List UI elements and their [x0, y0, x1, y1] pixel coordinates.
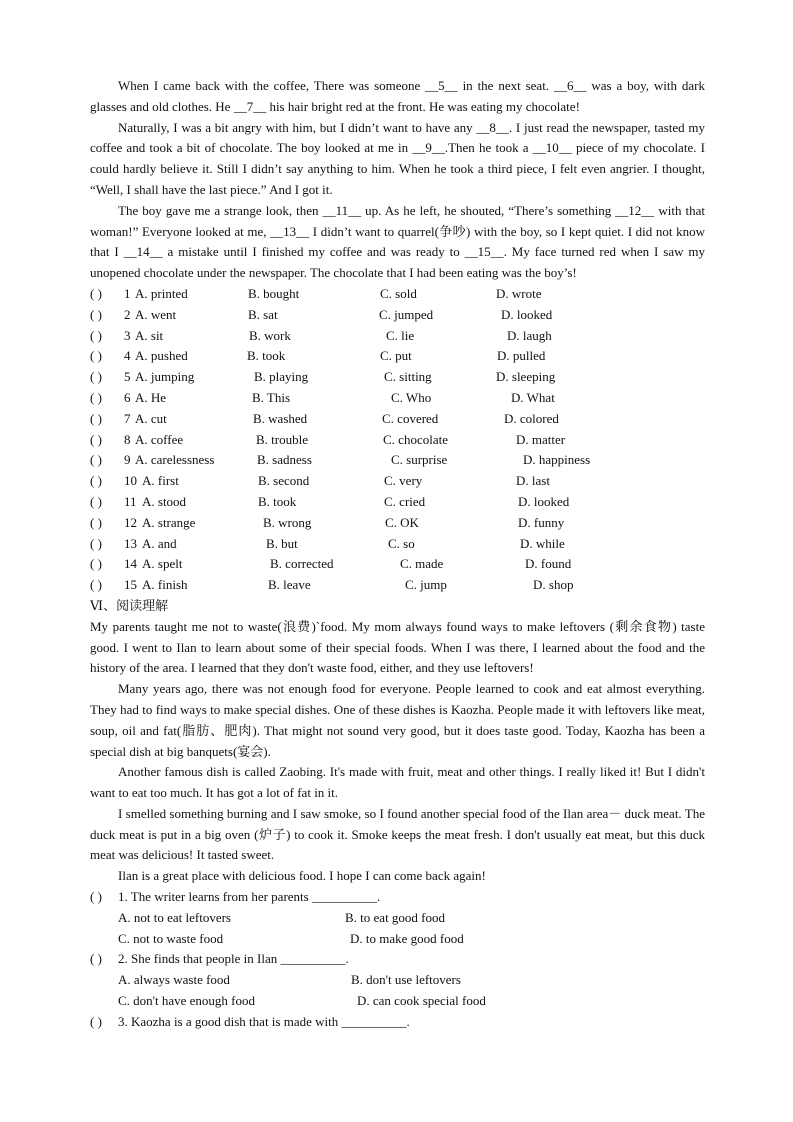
reading-paragraph: I smelled something burning and I saw smoke, so I found another special food of the Ilan area－ duck meat. The duck meat is put in a big oven (炉子) to cook it. Smoke keeps the meat fresh. I don't usually eat meat, but this duck meat was delicious! It tasted sweet.	[90, 805, 705, 863]
answer-bracket[interactable]: ( )	[90, 514, 102, 530]
question-number: 7	[124, 410, 131, 426]
question-number: 4	[124, 348, 131, 364]
cloze-question-row	[90, 575, 705, 596]
option-b: B. second	[258, 473, 310, 489]
option-d: D. funny	[518, 514, 565, 530]
option-a: A. carelessness	[135, 452, 215, 468]
option-a: A. went	[135, 306, 177, 322]
cloze-question-row	[90, 346, 705, 367]
reading-passage	[90, 617, 705, 887]
option-b: B. corrected	[270, 556, 334, 572]
option-d: D. What	[511, 389, 555, 405]
option-a: A. finish	[142, 577, 188, 593]
reading-paragraph: Many years ago, there was not enough food for everyone. People learned to cook and eat almost everything. They had to find ways to make special dishes. One of these dishes is Kaozha. People made it with leftovers like meat, soup, oil and fat(脂肪、肥肉). That might not sound very good, but it does taste good. Today, Kaozha has been a special dish at big banquets(宴会).	[90, 681, 705, 759]
answer-bracket[interactable]: ( )	[90, 327, 102, 343]
answer-bracket[interactable]: ( )	[90, 285, 102, 301]
answer-bracket[interactable]: ( )	[90, 493, 102, 509]
question-number: 11	[124, 493, 137, 509]
option-b: B. wrong	[263, 514, 312, 530]
option-b: B. playing	[254, 369, 309, 385]
answer-bracket[interactable]: ( )	[90, 389, 102, 405]
reading-option-row	[90, 929, 705, 950]
option-a: A. stood	[142, 493, 187, 509]
option-c: C. made	[400, 556, 444, 572]
question-number: 1	[124, 285, 131, 301]
option-c: C. very	[384, 473, 423, 489]
option-a: A. pushed	[135, 348, 188, 364]
option-d: D. can cook special food	[357, 993, 486, 1009]
reading-question	[90, 887, 705, 908]
question-number: 10	[124, 473, 137, 489]
option-c: C. jump	[405, 577, 447, 593]
option-a: A. jumping	[135, 369, 195, 385]
cloze-question-row	[90, 388, 705, 409]
cloze-question-row	[90, 409, 705, 430]
option-b: B. trouble	[256, 431, 308, 447]
cloze-passage	[90, 76, 705, 284]
cloze-question-row	[90, 450, 705, 471]
option-d: D. looked	[518, 493, 570, 509]
option-d: D. found	[525, 556, 572, 572]
option-b: B. work	[249, 327, 291, 343]
option-a: A. strange	[142, 514, 196, 530]
option-a: A. printed	[135, 285, 188, 301]
option-c: C. don't have enough food	[118, 993, 256, 1009]
option-b: B. leave	[268, 577, 311, 593]
question-number: 9	[124, 452, 131, 468]
option-c: C. cried	[384, 493, 426, 509]
question-number: 14	[124, 556, 137, 572]
cloze-paragraph: Naturally, I was a bit angry with him, but I didn’t want to have any __8__. I just read the newspaper, tasted my coffee and took a bit of chocolate. The boy looked at me in __9__.Then he took a __10__ piece of my chocolate. I could hardly believe it. Still I didn’t say anything to him. When he took a third piece, I felt even angrier. I thought, “Well, I shall have the last piece.” And I got it.	[90, 119, 705, 197]
reading-option-row	[90, 970, 705, 991]
option-d: D. to make good food	[350, 930, 464, 946]
question-stem: 1. The writer learns from her parents __________.	[118, 889, 381, 905]
answer-bracket[interactable]: ( )	[90, 473, 102, 489]
option-d: D. looked	[501, 306, 553, 322]
option-a: A. and	[142, 535, 177, 551]
option-c: C. Who	[391, 389, 432, 405]
option-c: C. sitting	[384, 369, 432, 385]
option-c: C. put	[380, 348, 412, 364]
option-d: D. sleeping	[496, 369, 556, 385]
option-b: B. sat	[248, 306, 278, 322]
reading-paragraph: My parents taught me not to waste(浪费)`food. My mom always found ways to make leftovers (剩余食物) taste good. I went to Ilan to learn about some of their special foods. When I was there, I learned about the food and the history of the area. I learned that they don't waste food, either, and they use leftovers!	[90, 618, 705, 676]
reading-question	[90, 949, 705, 970]
option-d: D. happiness	[523, 452, 591, 468]
question-number: 6	[124, 389, 131, 405]
reading-paragraph: Ilan is a great place with delicious food. I hope I can come back again!	[118, 868, 486, 884]
cloze-paragraph: When I came back with the coffee, There was someone __5__ in the next seat. __6__ was a boy, with dark glasses and old clothes. He __7__ his hair bright red at the front. He was eating my chocolate!	[90, 78, 705, 114]
answer-bracket[interactable]: ( )	[90, 431, 102, 447]
reading-paragraph: Another famous dish is called Zaobing. It's made with fruit, meat and other things. I really liked it! But I didn't want to eat too much. It has got a lot of fat in it.	[90, 764, 705, 801]
option-a: A. sit	[135, 327, 164, 343]
cloze-question-row	[90, 554, 705, 575]
option-b: B. took	[258, 493, 297, 509]
section-heading-reading: Ⅵ、阅读理解	[90, 597, 169, 613]
option-c: C. lie	[386, 327, 415, 343]
option-a: A. He	[135, 389, 167, 405]
option-b: B. to eat good food	[345, 909, 446, 925]
option-b: B. but	[266, 535, 298, 551]
question-number: 15	[124, 577, 137, 593]
answer-bracket[interactable]: ( )	[90, 951, 102, 967]
cloze-paragraph: The boy gave me a strange look, then __11__ up. As he left, he shouted, “There’s something __12__ with that woman!” Everyone looked at me, __13__ I didn’t want to quarrel(争吵) with the boy, so I kept quiet. I did not know that I __14__ a mistake until I finished my coffee and was ready to __15__. My face turned red when I saw my unopened chocolate under the newspaper. The chocolate that I had been eating was the boy’s!	[90, 202, 705, 281]
question-number: 3	[124, 327, 131, 343]
option-c: C. covered	[382, 410, 439, 426]
option-c: C. OK	[385, 514, 419, 530]
option-d: D. laugh	[507, 327, 552, 343]
cloze-question-row	[90, 305, 705, 326]
cloze-question-row	[90, 471, 705, 492]
option-d: D. last	[516, 473, 550, 489]
question-number: 12	[124, 514, 137, 530]
cloze-question-row	[90, 367, 705, 388]
reading-question	[90, 1012, 705, 1033]
reading-question-list	[90, 887, 705, 1033]
option-d: D. wrote	[496, 285, 542, 301]
option-d: D. while	[520, 535, 565, 551]
option-d: D. shop	[533, 577, 574, 593]
answer-bracket[interactable]: ( )	[90, 410, 102, 426]
cloze-question-row	[90, 284, 705, 305]
answer-bracket[interactable]: ( )	[90, 889, 102, 905]
option-b: B. This	[252, 389, 291, 405]
option-b: B. sadness	[257, 452, 312, 468]
question-number: 2	[124, 306, 131, 322]
option-d: D. matter	[516, 431, 566, 447]
option-c: C. not to waste food	[118, 930, 224, 946]
question-stem: 2. She finds that people in Ilan __________.	[118, 951, 349, 967]
option-c: C. jumped	[379, 306, 434, 322]
cloze-question-row	[90, 534, 705, 555]
cloze-question-row	[90, 430, 705, 451]
cloze-question-row	[90, 492, 705, 513]
option-b: B. took	[247, 348, 286, 364]
worksheet-page	[90, 76, 705, 1033]
option-b: B. washed	[253, 410, 308, 426]
option-d: D. pulled	[497, 348, 546, 364]
option-a: A. not to eat leftovers	[118, 909, 231, 925]
answer-bracket[interactable]: ( )	[90, 348, 102, 364]
answer-bracket[interactable]: ( )	[90, 1013, 102, 1029]
cloze-question-list	[90, 284, 705, 596]
option-c: C. surprise	[391, 452, 448, 468]
answer-bracket[interactable]: ( )	[90, 577, 102, 593]
question-number: 8	[124, 431, 131, 447]
question-number: 13	[124, 535, 137, 551]
answer-bracket[interactable]: ( )	[90, 369, 102, 385]
option-c: C. so	[388, 535, 415, 551]
question-number: 5	[124, 369, 131, 385]
reading-option-row	[90, 908, 705, 929]
option-b: B. bought	[248, 285, 300, 301]
reading-option-row	[90, 991, 705, 1012]
answer-bracket[interactable]: ( )	[90, 535, 102, 551]
option-a: A. first	[142, 473, 179, 489]
answer-bracket[interactable]: ( )	[90, 306, 102, 322]
cloze-question-row	[90, 326, 705, 347]
option-a: A. always waste food	[118, 972, 230, 988]
answer-bracket[interactable]: ( )	[90, 452, 102, 468]
cloze-question-row	[90, 513, 705, 534]
option-a: A. spelt	[142, 556, 183, 572]
question-stem: 3. Kaozha is a good dish that is made with __________.	[118, 1013, 410, 1029]
option-d: D. colored	[504, 410, 559, 426]
option-a: A. coffee	[135, 431, 184, 447]
option-b: B. don't use leftovers	[351, 972, 461, 988]
option-c: C. sold	[380, 285, 417, 301]
option-a: A. cut	[135, 410, 167, 426]
option-c: C. chocolate	[383, 431, 448, 447]
answer-bracket[interactable]: ( )	[90, 556, 102, 572]
